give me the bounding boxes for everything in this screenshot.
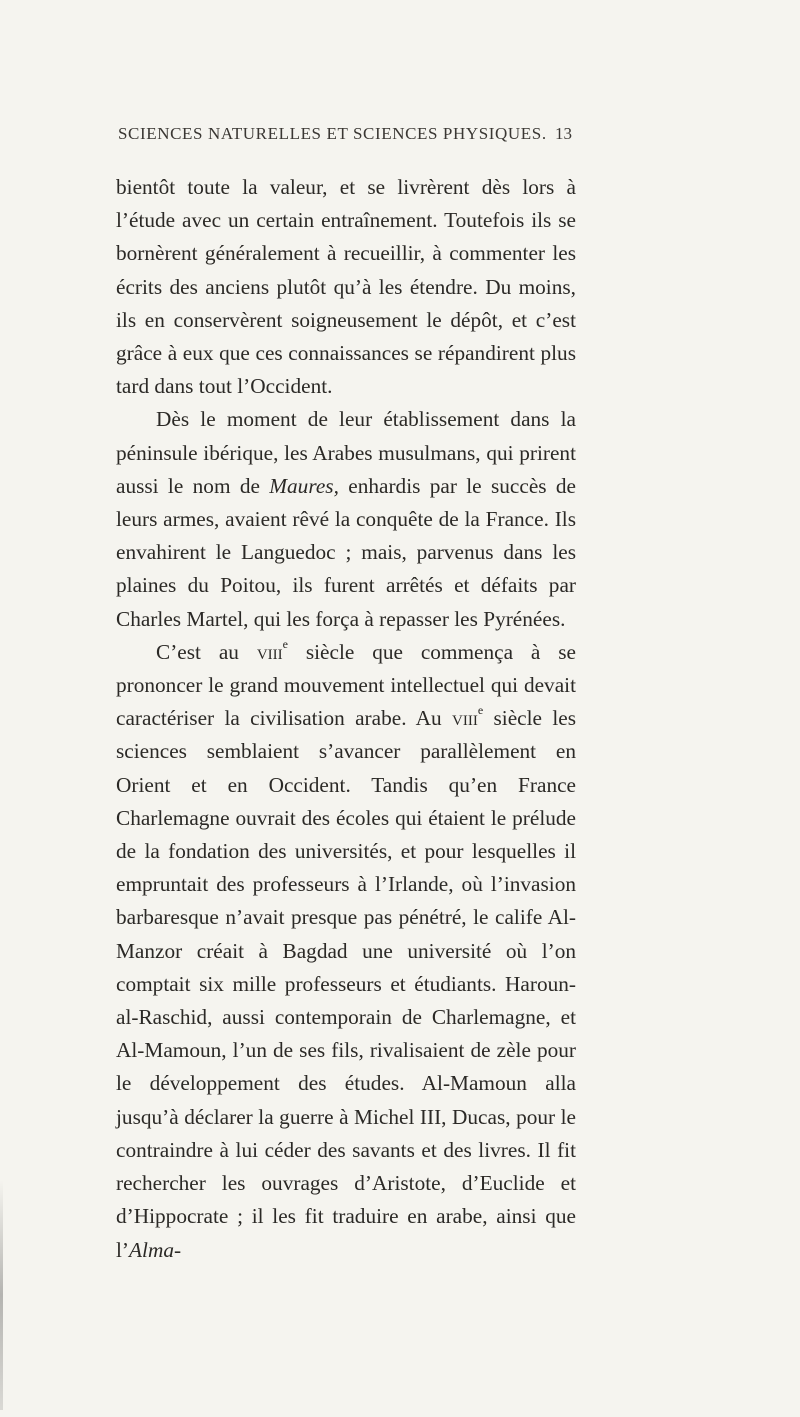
paragraph-3-text-a: C’est au xyxy=(156,639,257,664)
century-numeral-2: viii xyxy=(452,706,478,731)
paragraph-1-text: bientôt toute la valeur, et se livrèrent dès lors à l’étude avec un certain entraînement. Toutefois ils se bornèrent généralement à recueillir, à commenter les écrits des anciens plutôt qu’à les étendre. Du moins, ils en conservèrent soigneusement le dépôt, et c’est grâce à eux que ces connaissances se répandirent plus tard dans tout l’Occident. xyxy=(116,175,576,399)
running-header xyxy=(118,124,572,144)
paragraph-1 xyxy=(116,171,576,403)
century-superscript-2: e xyxy=(477,703,484,718)
century-superscript-1: e xyxy=(282,636,288,651)
italic-term-almageste: Alma- xyxy=(129,1237,182,1262)
running-title: SCIENCES NATURELLES ET SCIENCES PHYSIQUES. xyxy=(118,124,547,143)
page-edge-shadow xyxy=(0,1180,3,1410)
paragraph-3 xyxy=(116,636,576,1267)
paragraph-2-text-a: Dès le moment de leur établissement dans la péninsule ibérique, les Arabes musulmans, qui prirent aussi le nom de xyxy=(116,407,576,498)
century-numeral-1: viii xyxy=(256,639,283,664)
paragraph-2-text-b: enhardis par le succès de leurs armes, avaient rêvé la conquête de la France. Ils envahirent le Languedoc ; mais, parvenus dans les plaines du Poitou, ils furent arrêtés et défaits par Charles Martel, qui les força à repasser les Pyrénées. xyxy=(116,473,576,631)
paragraph-3-text-c: siècle les sciences semblaient s’avancer parallèlement en Orient et en Occident. Tandis qu’en France Charlemagne ouvrait des écoles qui étaient le prélude de la fondation des universités, et pour lesquelles il empruntait des professeurs à l’Irlande, où l’invasion barbaresque n’avait presque pas pénétré, le calife Al-Manzor créait à Bagdad une université où l’on comptait six mille professeurs et étudiants. Haroun-al-Raschid, aussi contemporain de Charlemagne, et Al-Mamoun, l’un de ses fils, rivalisaient de zèle pour le développement des études. Al-Mamoun alla jusqu’à déclarer la guerre à Michel III, Ducas, pour le contraindre à lui céder des savants et des livres. Il fit rechercher les ouvrages d’Aristote, d’Euclide et d’Hippocrate ; il les fit traduire en arabe, ainsi que l’ xyxy=(116,706,576,1262)
paragraph-2 xyxy=(116,403,576,635)
italic-term-maures: Maures, xyxy=(269,473,339,498)
body-text xyxy=(116,171,576,1267)
page-number: 13 xyxy=(555,124,572,143)
paragraph-3-text-b: siècle que commença à se prononcer le grand mouvement intellectuel qui devait caractériser la civilisation arabe. Au xyxy=(116,639,576,731)
